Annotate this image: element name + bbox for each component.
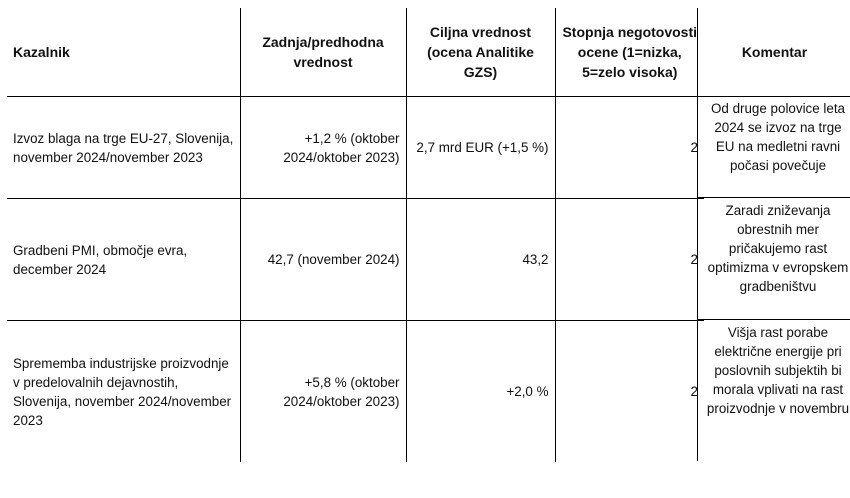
table-row [7, 97, 704, 199]
table-row [7, 321, 704, 463]
header-comment: Komentar [698, 8, 850, 97]
cell-uncertainty: 2 [555, 97, 704, 199]
header-latest-value: Zadnja/predhodna vrednost [240, 8, 406, 97]
indicators-table [7, 8, 704, 462]
cell-target-value: 43,2 [406, 199, 555, 321]
header-target-value: Ciljna vrednost (ocena Analitike GZS) [406, 8, 555, 97]
cell-target-value: 2,7 mrd EUR (+1,5 %) [406, 97, 555, 199]
cell-indicator: Izvoz blaga na trge EU-27, Slovenija, november 2024/november 2023 [7, 97, 240, 199]
cell-latest-value: +5,8 % (oktober 2024/oktober 2023) [240, 321, 406, 463]
cell-comment: Zaradi zniževanja obrestnih mer pričakujemo rast optimizma v evropskem gradbeništvu [698, 199, 850, 320]
header-row [7, 8, 704, 97]
cell-indicator: Sprememba industrijske proizvodnje v predelovalnih dejavnostih, Slovenija, november 2024/november 2023 [13, 355, 232, 428]
comment-column [697, 8, 850, 461]
cell-latest-value: +1,2 % (oktober 2024/oktober 2023) [240, 97, 406, 199]
cell-uncertainty: 2 [555, 199, 704, 321]
cell-comment: Od druge polovice leta 2024 se izvoz na trge EU na medletni ravni počasi povečuje [698, 97, 850, 198]
cell-indicator: Gradbeni PMI, območje evra, december 2024 [7, 199, 240, 321]
header-uncertainty: Stopnja negotovosti ocene (1=nizka, 5=zelo visoka) [555, 8, 704, 97]
table-row [7, 199, 704, 321]
cell-uncertainty: 2 [555, 321, 704, 463]
cell-latest-value: 42,7 (november 2024) [240, 199, 406, 321]
header-indicator: Kazalnik [7, 8, 240, 97]
cell-target-value: +2,0 % [406, 321, 555, 463]
cell-comment: Višja rast porabe električne energije pri poslovnih subjektih bi morala vplivati na rast proizvodnje v novembru [706, 325, 850, 416]
